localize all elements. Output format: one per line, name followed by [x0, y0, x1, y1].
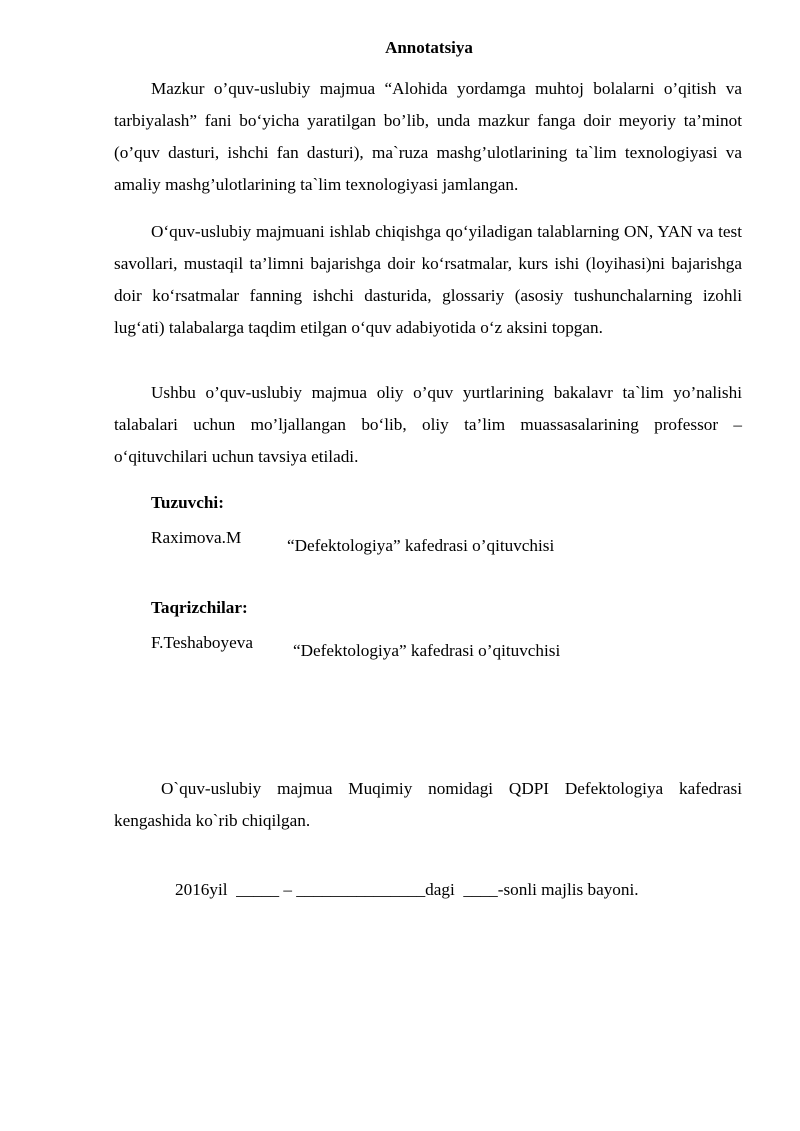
reviewers-label: Taqrizchilar:: [151, 598, 248, 617]
annotation-paragraph-1: Mazkur o’quv-uslubiy majmua “Alohida yordamga muhtoj bolalarni o’qitish va tarbiyalash” fani bo‘yicha yaratilgan bo’lib, unda mazkur fanga doir meyoriy ta’minot (o’quv dasturi, ishchi fan dasturi), ma`ruza mashg’ulotlarining ta`lim texnologiyasi va amaliy mashg’ulotlarining ta`lim texnologiyasi jamlangan.: [114, 79, 742, 194]
annotation-paragraph-2: O‘quv-uslubiy majmuani ishlab chiqishga qo‘yiladigan talablarning ON, YAN va test savollari, mustaqil ta’limni bajarishga doir ko‘rsatmalar, kurs ishi (loyihasi)ni bajarishga doir ko‘rsatmalar fanning ishchi dasturida, glossariy (asosiy tushunchalarning izohli lug‘ati) talabalarga taqdim etilgan o‘quv adabiyotida o‘z aksini topgan.: [114, 222, 742, 337]
reviewer-role: “Defektologiya” kafedrasi o’qituvchisi: [293, 641, 561, 660]
meeting-record-line: 2016yil _____ – _______________dagi ____-sonli majlis bayoni.: [175, 880, 639, 899]
reviewer-name: F.Teshaboyeva: [151, 633, 253, 652]
page-title: Annotatsiya: [385, 38, 473, 57]
compiler-name: Raximova.M: [151, 528, 242, 547]
compiler-label: Tuzuvchi:: [151, 493, 224, 512]
review-note-paragraph: O`quv-uslubiy majmua Muqimiy nomidagi QDPI Defektologiya kafedrasi kengashida ko`rib chiqilgan.: [114, 779, 742, 830]
annotation-paragraph-3: Ushbu o’quv-uslubiy majmua oliy o’quv yurtlarining bakalavr ta`lim yo’nalishi talabalari uchun mo’ljallangan bo‘lib, oliy ta’lim muassasalarining professor – o‘qituvchilari uchun tavsiya etiladi.: [114, 383, 742, 466]
compiler-role: “Defektologiya” kafedrasi o’qituvchisi: [287, 536, 555, 555]
